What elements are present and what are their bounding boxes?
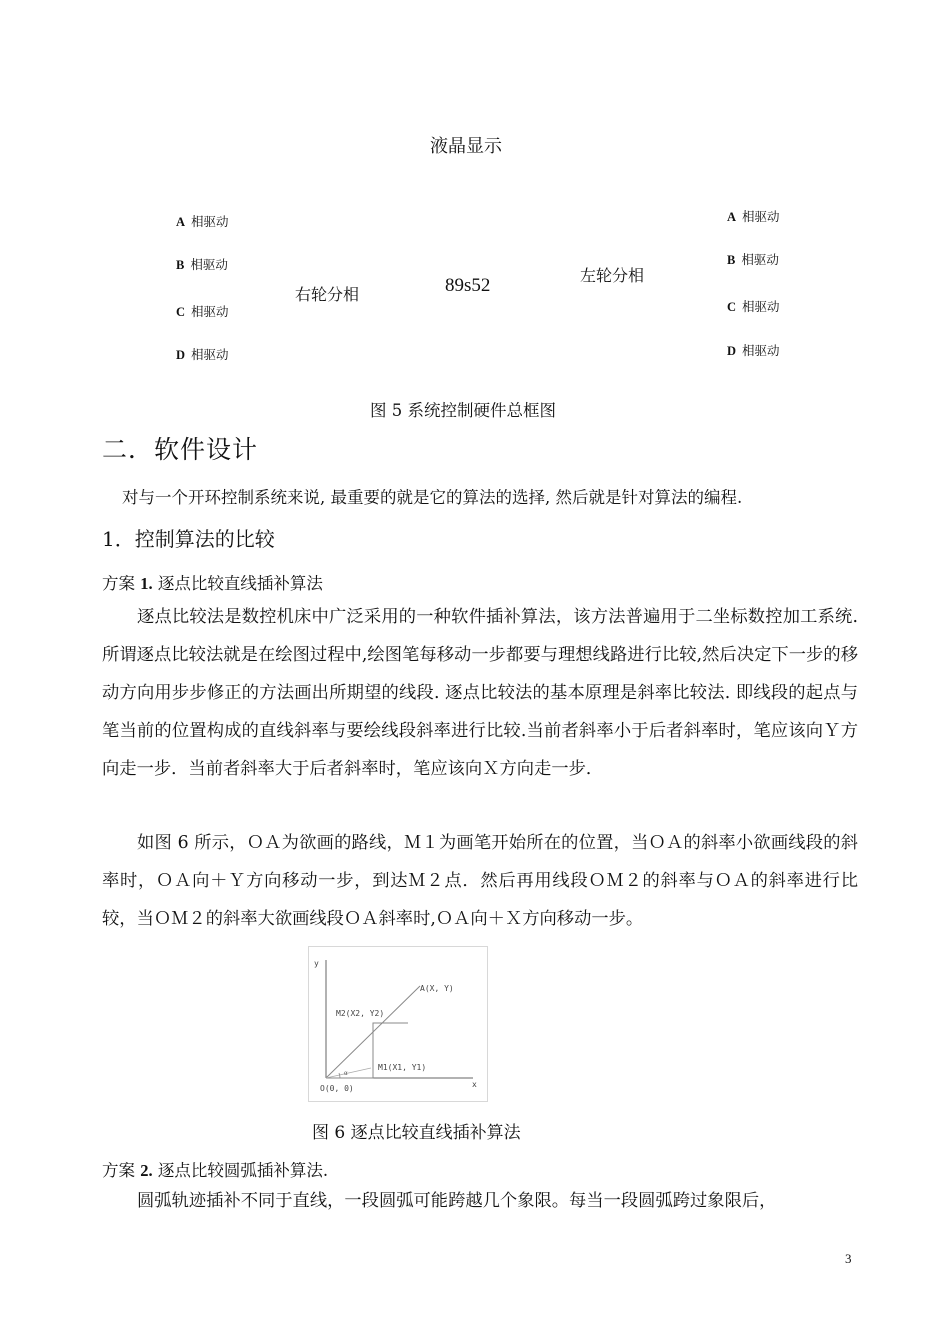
page-number: 3 <box>845 1251 852 1266</box>
angle-label: α <box>344 1070 348 1077</box>
right-driver-b: B 相驱动 <box>176 257 228 272</box>
point-m2-label: M2(X2, Y2) <box>336 1009 385 1018</box>
subsection-title: 1．控制算法的比较 <box>102 527 275 551</box>
point-m1-label: M1(X1, Y1) <box>378 1063 427 1072</box>
y-axis-label: y <box>314 959 319 968</box>
right-wheel-phase: 右轮分相 <box>295 285 360 304</box>
intro-text: 对与一个开环控制系统来说, 最重要的就是它的算法的选择, 然后就是针对算法的编程. <box>122 488 743 507</box>
right-driver-c: C 相驱动 <box>176 304 229 319</box>
mcu-label: 89s52 <box>445 275 491 296</box>
scheme1-heading: 方案 1. 逐点比较直线插补算法 <box>102 574 323 593</box>
x-axis-label: x <box>472 1080 477 1089</box>
paragraph-figure6-description: 如图 6 所示，ＯＡ为欲画的路线，Ｍ１为画笔开始所在的位置，当ＯＡ的斜率小欲画线段的斜率时，ＯＡ向＋Ｙ方向移动一步，到达Ｍ２点．然后再用线段ＯＭ２的斜率与ＯＡ的斜率进行比较，当ＯＭ２的斜率大欲画线段ＯＡ斜率时,ＯＡ向＋Ｘ方向移动一步。 <box>102 833 858 929</box>
paragraph-point-comparison: 逐点比较法是数控机床中广泛采用的一种软件插补算法，该方法普遍用于二坐标数控加工系统.所谓逐点比较法就是在绘图过程中,绘图笔每移动一步都要与理想线路进行比较,然后决定下一步的移动方向用步步修正的方法画出所期望的线段. 逐点比较法的基本原理是斜率比较法. 即线段的起点与笔当前的位置构成的直线斜率与要绘线段斜率进行比较.当前者斜率小于后者斜率时，笔应该向Ｙ方向走一步．当前者斜率大于后者斜率时，笔应该向Ｘ方向走一步． <box>102 607 858 779</box>
left-driver-d: D 相驱动 <box>727 343 780 358</box>
point-a-label: A(X, Y) <box>420 984 454 993</box>
left-driver-b: B 相驱动 <box>727 252 779 267</box>
section-title: 二．软件设计 <box>102 435 259 464</box>
lcd-label: 液晶显示 <box>430 136 502 157</box>
right-driver-a: A 相驱动 <box>176 214 229 229</box>
figure6-caption: 图 6 逐点比较直线插补算法 <box>312 1123 521 1143</box>
left-wheel-phase: 左轮分相 <box>580 266 645 285</box>
left-driver-a: A 相驱动 <box>727 209 780 224</box>
scheme2-heading: 方案 2. 逐点比较圆弧插补算法. <box>102 1161 329 1180</box>
figure5-caption: 图 5 系统控制硬件总框图 <box>370 401 556 420</box>
right-driver-d: D 相驱动 <box>176 347 229 362</box>
left-driver-c: C 相驱动 <box>727 299 780 314</box>
paragraph-arc-interpolation: 圆弧轨迹插补不同于直线，一段圆弧可能跨越几个象限。每当一段圆弧跨过象限后， <box>137 1191 777 1211</box>
figure6-diagram <box>308 946 488 1102</box>
origin-label: O(0, 0) <box>320 1084 354 1093</box>
